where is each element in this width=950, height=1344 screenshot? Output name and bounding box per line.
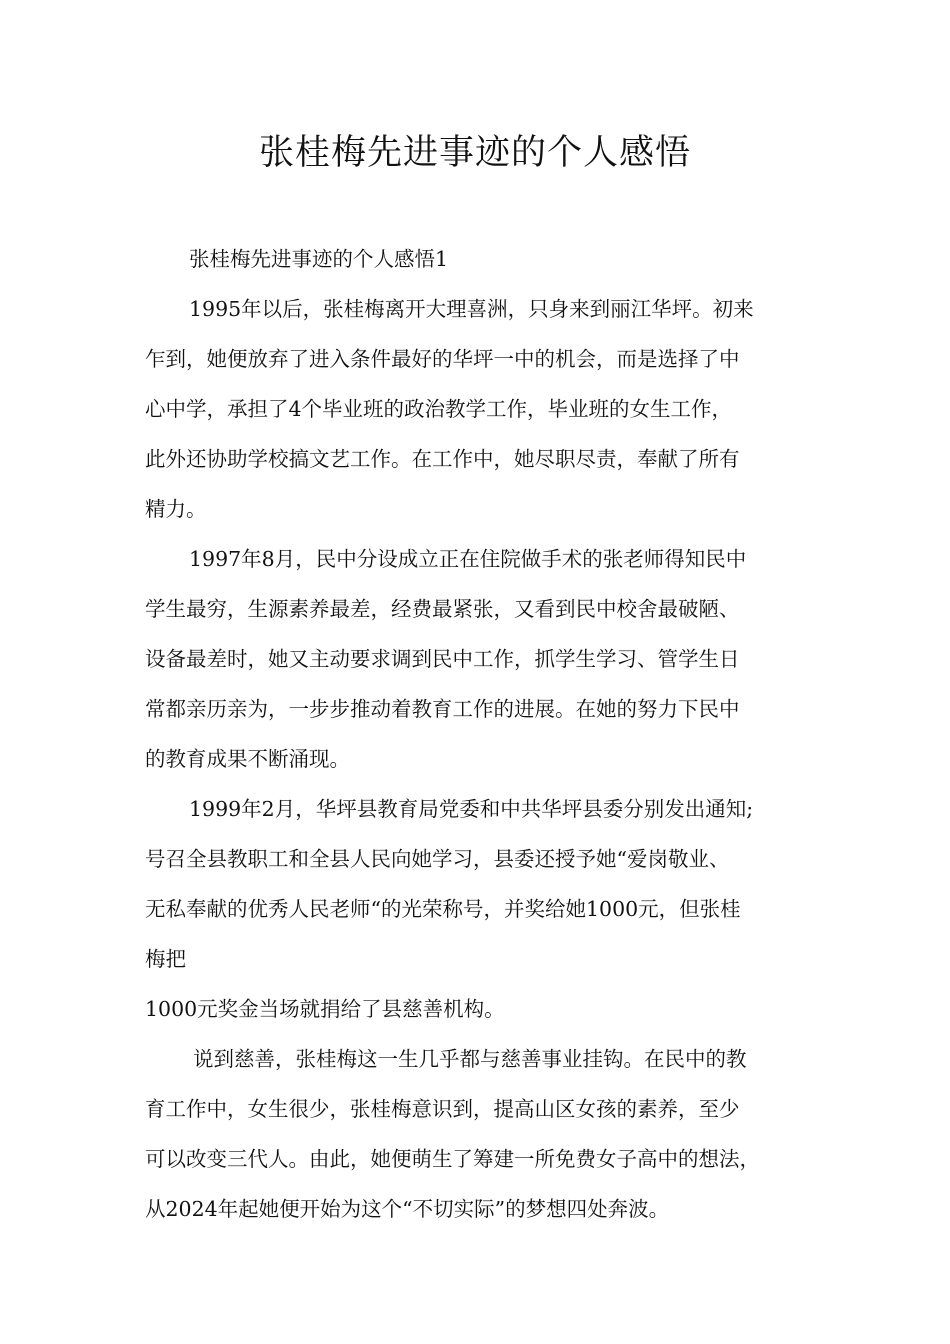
paragraph-line: 1997年8月，民中分设成立正在住院做手术的张老师得知民中 [189, 547, 747, 571]
paragraph-line: 无私奉献的优秀人民老师“的光荣称号，并奖给她1000元，但张桂 [145, 897, 741, 921]
paragraph-line: 1000元奖金当场就捐给了县慈善机构。 [145, 997, 505, 1021]
paragraph-line: 此外还协助学校搞文艺工作。在工作中，她尽职尽责，奉献了所有 [145, 447, 740, 471]
paragraph-line: 心中学，承担了4个毕业班的政治教学工作，毕业班的女生工作， [145, 397, 733, 421]
paragraph-line: 的教育成果不断涌现。 [145, 747, 350, 771]
document-body [145, 234, 835, 1234]
paragraph-line: 精力。 [145, 497, 207, 521]
paragraph-line: 1999年2月，华坪县教育局党委和中共华坪县委分别发出通知; [189, 797, 754, 821]
section-heading: 张桂梅先进事迹的个人感悟1 [189, 247, 449, 271]
paragraph-line: 乍到，她便放弃了进入条件最好的华坪一中的机会，而是选择了中 [145, 347, 740, 371]
paragraph-line: 育工作中，女生很少，张桂梅意识到，提高山区女孩的素养，至少 [145, 1097, 740, 1121]
paragraph-line: 学生最穷，生源素养最差，经费最紧张，又看到民中校舍最破陋、 [145, 597, 740, 621]
paragraph-line: 常都亲历亲为，一步步推动着教育工作的进展。在她的努力下民中 [145, 697, 740, 721]
paragraph-line: 说到慈善，张桂梅这一生几乎都与慈善事业挂钩。在民中的教 [193, 1047, 747, 1071]
paragraph-line: 梅把 [145, 947, 186, 971]
document-title: 张桂梅先进事迹的个人感悟 [258, 133, 691, 173]
paragraph-line: 1995年以后，张桂梅离开大理喜洲，只身来到丽江华坪。初来 [189, 297, 754, 321]
paragraph-line: 号召全县教职工和全县人民向她学习，县委还授予她“爱岗敬业、 [145, 847, 730, 871]
paragraph-line: 可以改变三代人。由此，她便萌生了筹建一所免费女子高中的想法， [145, 1147, 760, 1171]
paragraph-line: 从2024年起她便开始为这个“不切实际”的梦想四处奔波。 [145, 1197, 670, 1221]
paragraph-line: 设备最差时，她又主动要求调到民中工作，抓学生学习、管学生日 [145, 647, 740, 671]
